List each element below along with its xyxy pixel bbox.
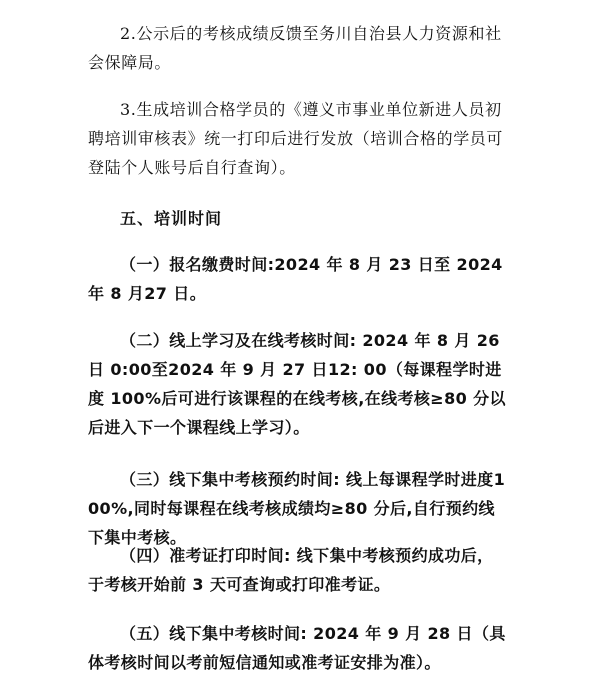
item-online-study-time: （二）线上学习及在线考核时间: 2024 年 8 月 26 日 0:00至2024 年 9 月 27 日12: 00（每课程学时进度 100%后可进行该课程的在线考核,在线考核≥80 分以后进入下一个课程线上学习）。 [88, 331, 506, 437]
section-heading-training-time: 五、培训时间 [120, 209, 223, 228]
paragraph-feedback: 2.公示后的考核成绩反馈至务川自治县人力资源和社会保障局。 [88, 24, 502, 72]
item-offline-exam-time: （五）线下集中考核时间: 2024 年 9 月 28 日（具体考核时间以考前短信通知或准考证安排为准）。 [88, 624, 506, 672]
paragraph-certificate: 3.生成培训合格学员的《遵义市事业单位新进人员初聘培训审核表》统一打印后进行发放（培训合格的学员可登陆个人账号后自行查询）。 [88, 100, 504, 177]
item-admission-print-time: （四）准考证打印时间: 线下集中考核预约成功后， 于考核开始前 3 天可查询或打印准考证。 [88, 546, 494, 594]
item-registration-time: （一）报名缴费时间:2024 年 8 月 23 日至 2024 年 8 月27 日。 [88, 255, 503, 303]
item-offline-booking-time: （三）线下集中考核预约时间: 线上每课程学时进度100%,同时每课程在线考核成绩均≥80 分后,自行预约线下集中考核。 [88, 470, 506, 547]
